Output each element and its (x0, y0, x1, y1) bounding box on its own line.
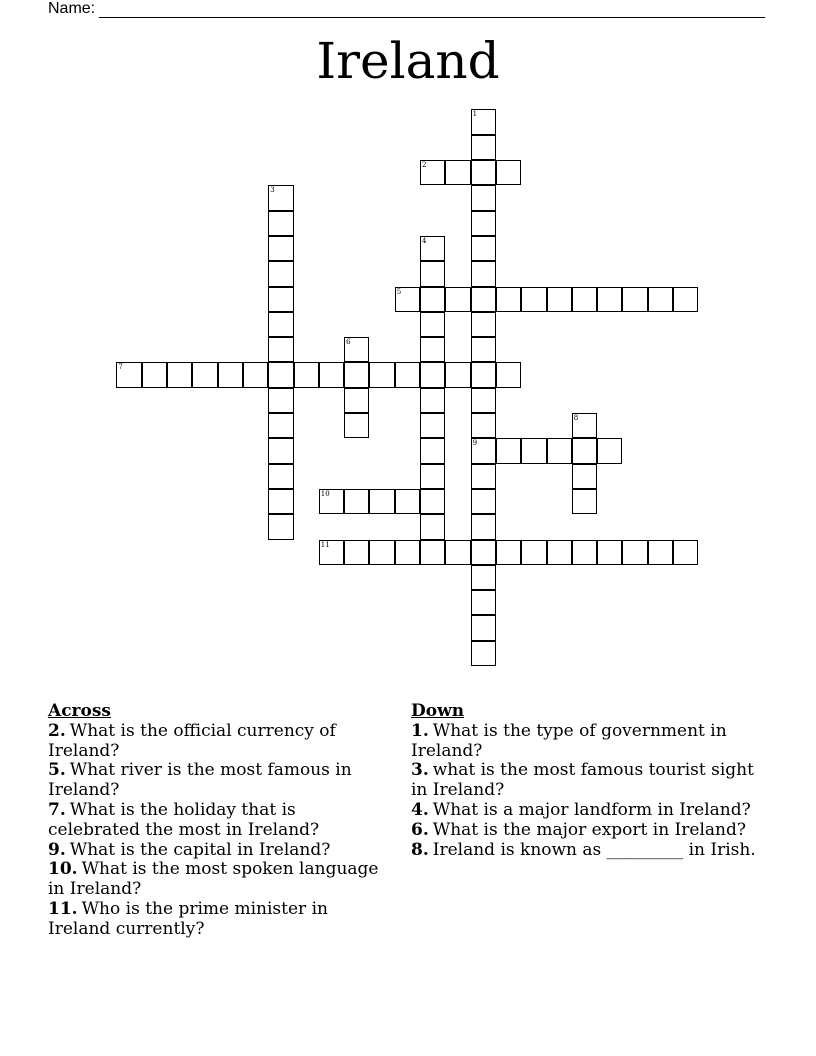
clue-across (48, 722, 393, 762)
grid-cell[interactable] (496, 540, 521, 565)
grid-cell[interactable] (420, 337, 445, 362)
grid-cell[interactable] (471, 489, 496, 514)
grid-cell[interactable] (572, 489, 597, 514)
clue-number: 3. (411, 760, 429, 781)
grid-cell[interactable] (445, 160, 470, 185)
grid-cell[interactable] (471, 337, 496, 362)
grid-cell[interactable] (294, 362, 319, 387)
clue-text: What is the capital in Ireland? (69, 839, 331, 860)
grid-cell[interactable] (521, 438, 546, 463)
clue-number: 1. (411, 720, 429, 741)
grid-cell[interactable] (597, 540, 622, 565)
grid-cell[interactable] (445, 287, 470, 312)
across-clues (48, 702, 393, 940)
grid-cell[interactable] (268, 337, 293, 362)
grid-cell[interactable] (395, 362, 420, 387)
clue-number: 2. (48, 720, 66, 741)
clue-across (48, 860, 393, 900)
clue-text: what is the most famous tourist sight in Ireland? (411, 760, 754, 801)
grid-cell[interactable] (521, 287, 546, 312)
cell-number: 7 (118, 363, 123, 372)
clue-across (48, 801, 393, 841)
grid-cell[interactable] (268, 388, 293, 413)
grid-cell[interactable] (420, 160, 445, 185)
clue-down (411, 801, 756, 821)
grid-cell[interactable] (268, 261, 293, 286)
grid-cell[interactable] (648, 540, 673, 565)
grid-cell[interactable] (547, 287, 572, 312)
clue-number: 11. (48, 898, 78, 919)
grid-cell[interactable] (471, 565, 496, 590)
grid-cell[interactable] (344, 540, 369, 565)
across-heading: Across (48, 701, 111, 721)
grid-cell[interactable] (420, 261, 445, 286)
cell-number: 5 (396, 287, 402, 296)
down-heading: Down (411, 701, 465, 721)
grid-cell[interactable] (673, 540, 698, 565)
grid-cell[interactable] (471, 135, 496, 160)
clue-across (48, 761, 393, 801)
grid-cell[interactable] (445, 540, 470, 565)
grid-cell[interactable] (420, 287, 445, 312)
cell-number: 9 (472, 439, 478, 448)
grid-cell[interactable] (395, 489, 420, 514)
grid-cell[interactable] (471, 641, 496, 666)
grid-cell[interactable] (572, 438, 597, 463)
grid-cell[interactable] (572, 540, 597, 565)
grid-cell[interactable] (268, 438, 293, 463)
grid-cell[interactable] (420, 388, 445, 413)
grid-cell[interactable] (597, 287, 622, 312)
name-label: Name: (48, 0, 96, 17)
grid-cell[interactable] (648, 287, 673, 312)
grid-cell[interactable] (268, 236, 293, 261)
grid-cell[interactable] (471, 388, 496, 413)
clue-number: 8. (411, 839, 429, 860)
clue-number: 6. (411, 819, 429, 840)
grid-cell[interactable] (471, 109, 496, 134)
grid-cell[interactable] (496, 438, 521, 463)
grid-cell[interactable] (420, 362, 445, 387)
cell-number: 6 (346, 338, 351, 347)
grid-cell[interactable] (496, 362, 521, 387)
grid-cell[interactable] (369, 540, 394, 565)
grid-cell[interactable] (572, 287, 597, 312)
name-field[interactable] (48, 0, 765, 18)
grid-cell[interactable] (218, 362, 243, 387)
grid-cell[interactable] (420, 438, 445, 463)
clue-across (48, 841, 393, 861)
grid-cell[interactable] (471, 160, 496, 185)
grid-cell[interactable] (268, 362, 293, 387)
grid-cell[interactable] (319, 362, 344, 387)
grid-cell[interactable] (673, 287, 698, 312)
grid-cell[interactable] (268, 489, 293, 514)
clue-number: 4. (411, 799, 429, 820)
grid-cell[interactable] (471, 312, 496, 337)
grid-cell[interactable] (420, 540, 445, 565)
grid-cell[interactable] (572, 413, 597, 438)
grid-cell[interactable] (471, 615, 496, 640)
cell-number: 1 (472, 110, 478, 119)
grid-cell[interactable] (192, 362, 217, 387)
clue-number: 10. (48, 859, 78, 880)
clue-text: Who is the prime minister in Ireland currently? (48, 898, 328, 939)
grid-cell[interactable] (268, 413, 293, 438)
grid-cell[interactable] (116, 362, 141, 387)
grid-cell[interactable] (167, 362, 192, 387)
grid-cell[interactable] (471, 362, 496, 387)
grid-cell[interactable] (496, 287, 521, 312)
clue-text: What river is the most famous in Ireland? (48, 760, 352, 801)
clue-number: 7. (48, 799, 66, 820)
clue-text: What is the major export in Ireland? (432, 819, 746, 840)
grid-cell[interactable] (268, 185, 293, 210)
clue-text: What is a major landform in Ireland? (432, 799, 751, 820)
clue-down (411, 761, 756, 801)
grid-cell[interactable] (471, 413, 496, 438)
grid-cell[interactable] (344, 362, 369, 387)
clue-number: 5. (48, 760, 66, 781)
grid-cell[interactable] (496, 160, 521, 185)
grid-cell[interactable] (622, 287, 647, 312)
grid-cell[interactable] (420, 413, 445, 438)
clue-number: 9. (48, 839, 66, 860)
grid-cell[interactable] (597, 438, 622, 463)
grid-cell[interactable] (471, 185, 496, 210)
grid-cell[interactable] (369, 489, 394, 514)
grid-cell[interactable] (471, 287, 496, 312)
cell-number: 11 (320, 540, 330, 549)
grid-cell[interactable] (268, 312, 293, 337)
grid-cell[interactable] (471, 438, 496, 463)
clue-down (411, 841, 756, 861)
grid-cell[interactable] (471, 514, 496, 539)
grid-cell[interactable] (319, 540, 344, 565)
grid-cell[interactable] (369, 362, 394, 387)
grid-cell[interactable] (521, 540, 546, 565)
cell-number: 3 (270, 186, 275, 195)
grid-cell[interactable] (395, 540, 420, 565)
grid-cell[interactable] (547, 438, 572, 463)
cell-number: 2 (422, 161, 427, 169)
grid-cell[interactable] (471, 464, 496, 489)
grid-cell[interactable] (344, 489, 369, 514)
grid-cell[interactable] (420, 236, 445, 261)
grid-cell[interactable] (471, 590, 496, 615)
grid-cell[interactable] (471, 211, 496, 236)
grid-cell[interactable] (268, 287, 293, 312)
grid-cell[interactable] (622, 540, 647, 565)
grid-cell[interactable] (243, 362, 268, 387)
clue-text: Ireland is known as _________ in Irish. (432, 839, 756, 860)
grid-cell[interactable] (268, 211, 293, 236)
cell-number: 4 (422, 236, 427, 245)
grid-cell[interactable] (420, 312, 445, 337)
grid-cell[interactable] (572, 464, 597, 489)
grid-cell[interactable] (471, 236, 496, 261)
name-line[interactable] (99, 3, 765, 18)
clue-text: What is the most spoken language in Ireland? (48, 859, 379, 900)
grid-cell[interactable] (344, 337, 369, 362)
clue-text: What is the official currency of Ireland? (48, 720, 336, 761)
grid-cell[interactable] (142, 362, 167, 387)
grid-cell[interactable] (420, 489, 445, 514)
grid-cell[interactable] (344, 388, 369, 413)
grid-cell[interactable] (471, 540, 496, 565)
grid-cell[interactable] (268, 464, 293, 489)
cell-number: 10 (320, 489, 330, 498)
page-title: Ireland (316, 32, 500, 90)
clue-text: What is the type of government in Ireland? (411, 720, 727, 761)
grid-cell[interactable] (445, 362, 470, 387)
grid-cell[interactable] (547, 540, 572, 565)
grid-cell[interactable] (420, 514, 445, 539)
clue-down (411, 821, 756, 841)
grid-cell[interactable] (395, 287, 420, 312)
clue-down (411, 722, 756, 762)
grid-cell[interactable] (319, 489, 344, 514)
grid-cell[interactable] (471, 261, 496, 286)
grid-cell[interactable] (420, 464, 445, 489)
cell-number: 8 (573, 414, 579, 422)
clue-across (48, 900, 393, 940)
grid-cell[interactable] (268, 514, 293, 539)
down-clues (411, 702, 756, 860)
grid-cell[interactable] (344, 413, 369, 438)
clue-text: What is the holiday that is celebrated the most in Ireland? (48, 799, 320, 840)
